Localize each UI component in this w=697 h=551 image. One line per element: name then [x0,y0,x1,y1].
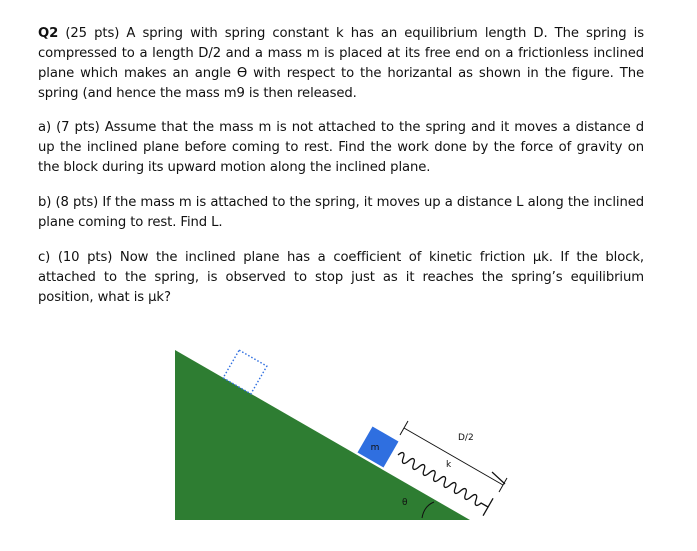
length-label: D/2 [458,433,474,443]
part-c-text: c) (10 pts) Now the inclined plane has a coefficient of kinetic friction μk. If the block, attached to the spring, is observed to stop just as it reaches the spring’s equilibrium position, what is μk? [38,250,644,305]
question-label: Q2 [38,26,59,41]
mass-label: m [370,443,380,453]
part-a-text: a) (7 pts) Assume that the mass m is not attached to the spring and it moves a distance d up the inclined plane before coming to rest. Find the work done by the force of gravity on the block during its upward motion along the inclined plane. [38,120,644,175]
question-intro-text: (25 pts) A spring with spring constant k has an equilibrium length D. The spring is compressed to a length D/2 and a mass m is placed at its free end on a frictionless inclined plane which makes an angle ϴ with respect to the horizantal as shown in the figure. The spring (and hence the mass m9 is then released. [38,26,644,101]
dimension-line [400,421,507,492]
part-b-text: b) (8 pts) If the mass m is attached to the spring, it moves up a distance L along the inclined plane coming to rest. Find L. [38,195,644,230]
angle-label: θ [402,498,408,508]
inclined-plane [175,350,470,520]
spring-label: k [446,460,452,470]
